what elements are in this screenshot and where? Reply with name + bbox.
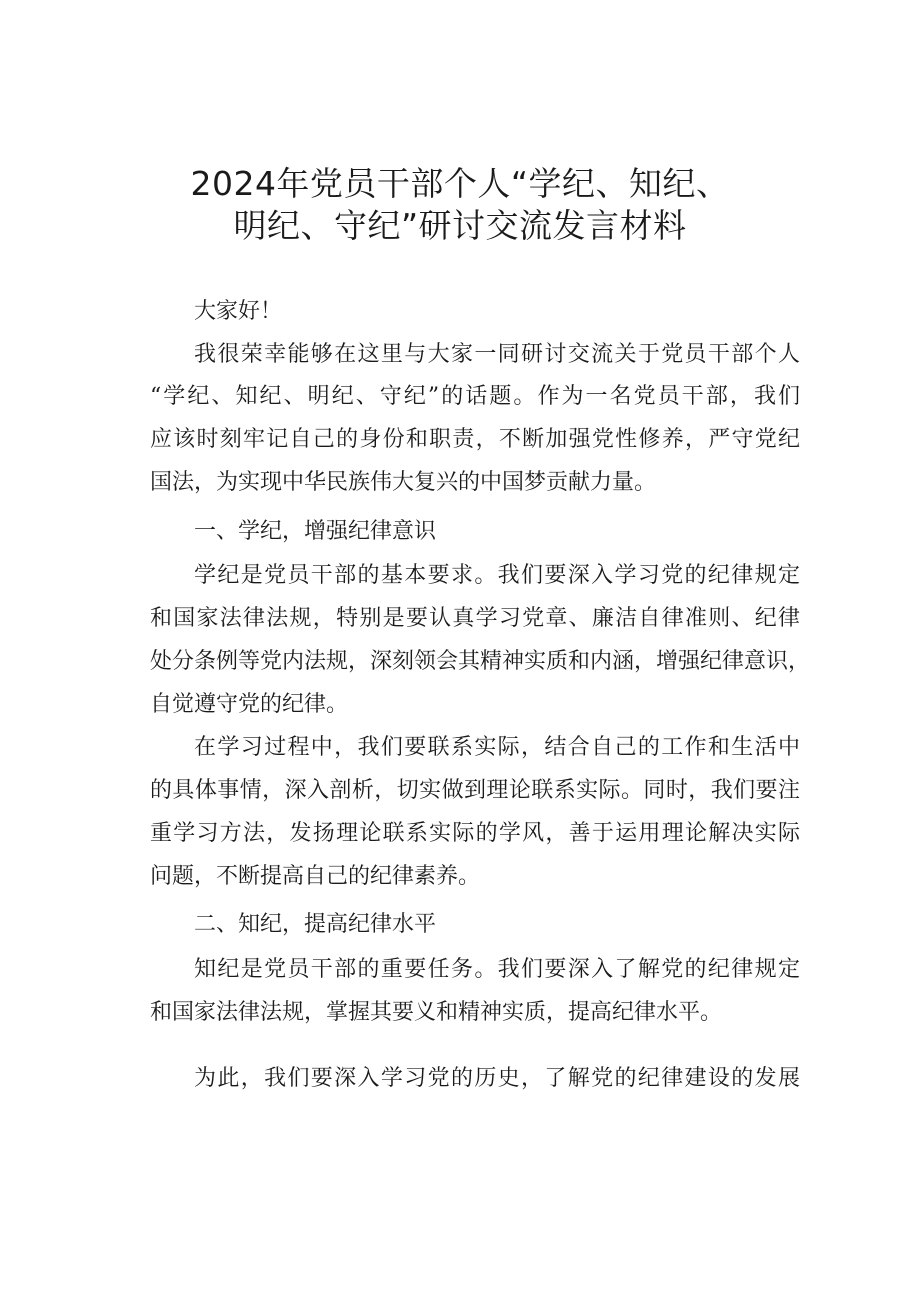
document-title-line-2: 明纪、守纪”研讨交流发言材料	[233, 206, 687, 245]
section1-para2-line: 重学习方法，发扬理论联系实际的学风，善于运用理论解决实际	[150, 821, 800, 846]
section1-para2-line: 的具体事情，深入剖析，切实做到理论联系实际。同时，我们要注	[150, 778, 800, 803]
intro-line: “学纪、知纪、明纪、守纪”的话题。作为一名党员干部，我们	[150, 384, 800, 409]
section-heading-1: 一、学纪，增强纪律意识	[194, 519, 437, 544]
intro-line: 应该时刻牢记自己的身份和职责，不断加强党性修养，严守党纪	[150, 427, 800, 452]
section2-para1-line: 和国家法律法规，掌握其要义和精神实质，提高纪律水平。	[150, 1000, 723, 1025]
section1-para2-line: 在学习过程中，我们要联系实际，结合自己的工作和生活中	[194, 735, 800, 760]
section1-para1-line: 自觉遵守党的纪律。	[150, 692, 349, 717]
section1-para1-line: 学纪是党员干部的基本要求。我们要深入学习党的纪律规定	[194, 563, 800, 588]
section2-para2-line: 为此，我们要深入学习党的历史，了解党的纪律建设的发展	[194, 1066, 800, 1091]
section2-para1-line: 知纪是党员干部的重要任务。我们要深入了解党的纪律规定	[194, 957, 800, 982]
intro-line: 国法，为实现中华民族伟大复兴的中国梦贡献力量。	[150, 470, 657, 495]
intro-line: 我很荣幸能够在这里与大家一同研讨交流关于党员干部个人	[194, 342, 800, 367]
document-title-line-1: 2024年党员干部个人“学纪、知纪、	[190, 164, 730, 203]
section1-para1-line: 处分条例等党内法规，深刻领会其精神实质和内涵，增强纪律意识，	[150, 649, 811, 674]
section1-para1-line: 和国家法律法规，特别是要认真学习党章、廉洁自律准则、纪律	[150, 606, 800, 631]
section-heading-2: 二、知纪，提高纪律水平	[194, 912, 437, 937]
greeting: 大家好！	[194, 299, 283, 324]
section1-para2-line: 问题，不断提高自己的纪律素养。	[150, 864, 481, 889]
